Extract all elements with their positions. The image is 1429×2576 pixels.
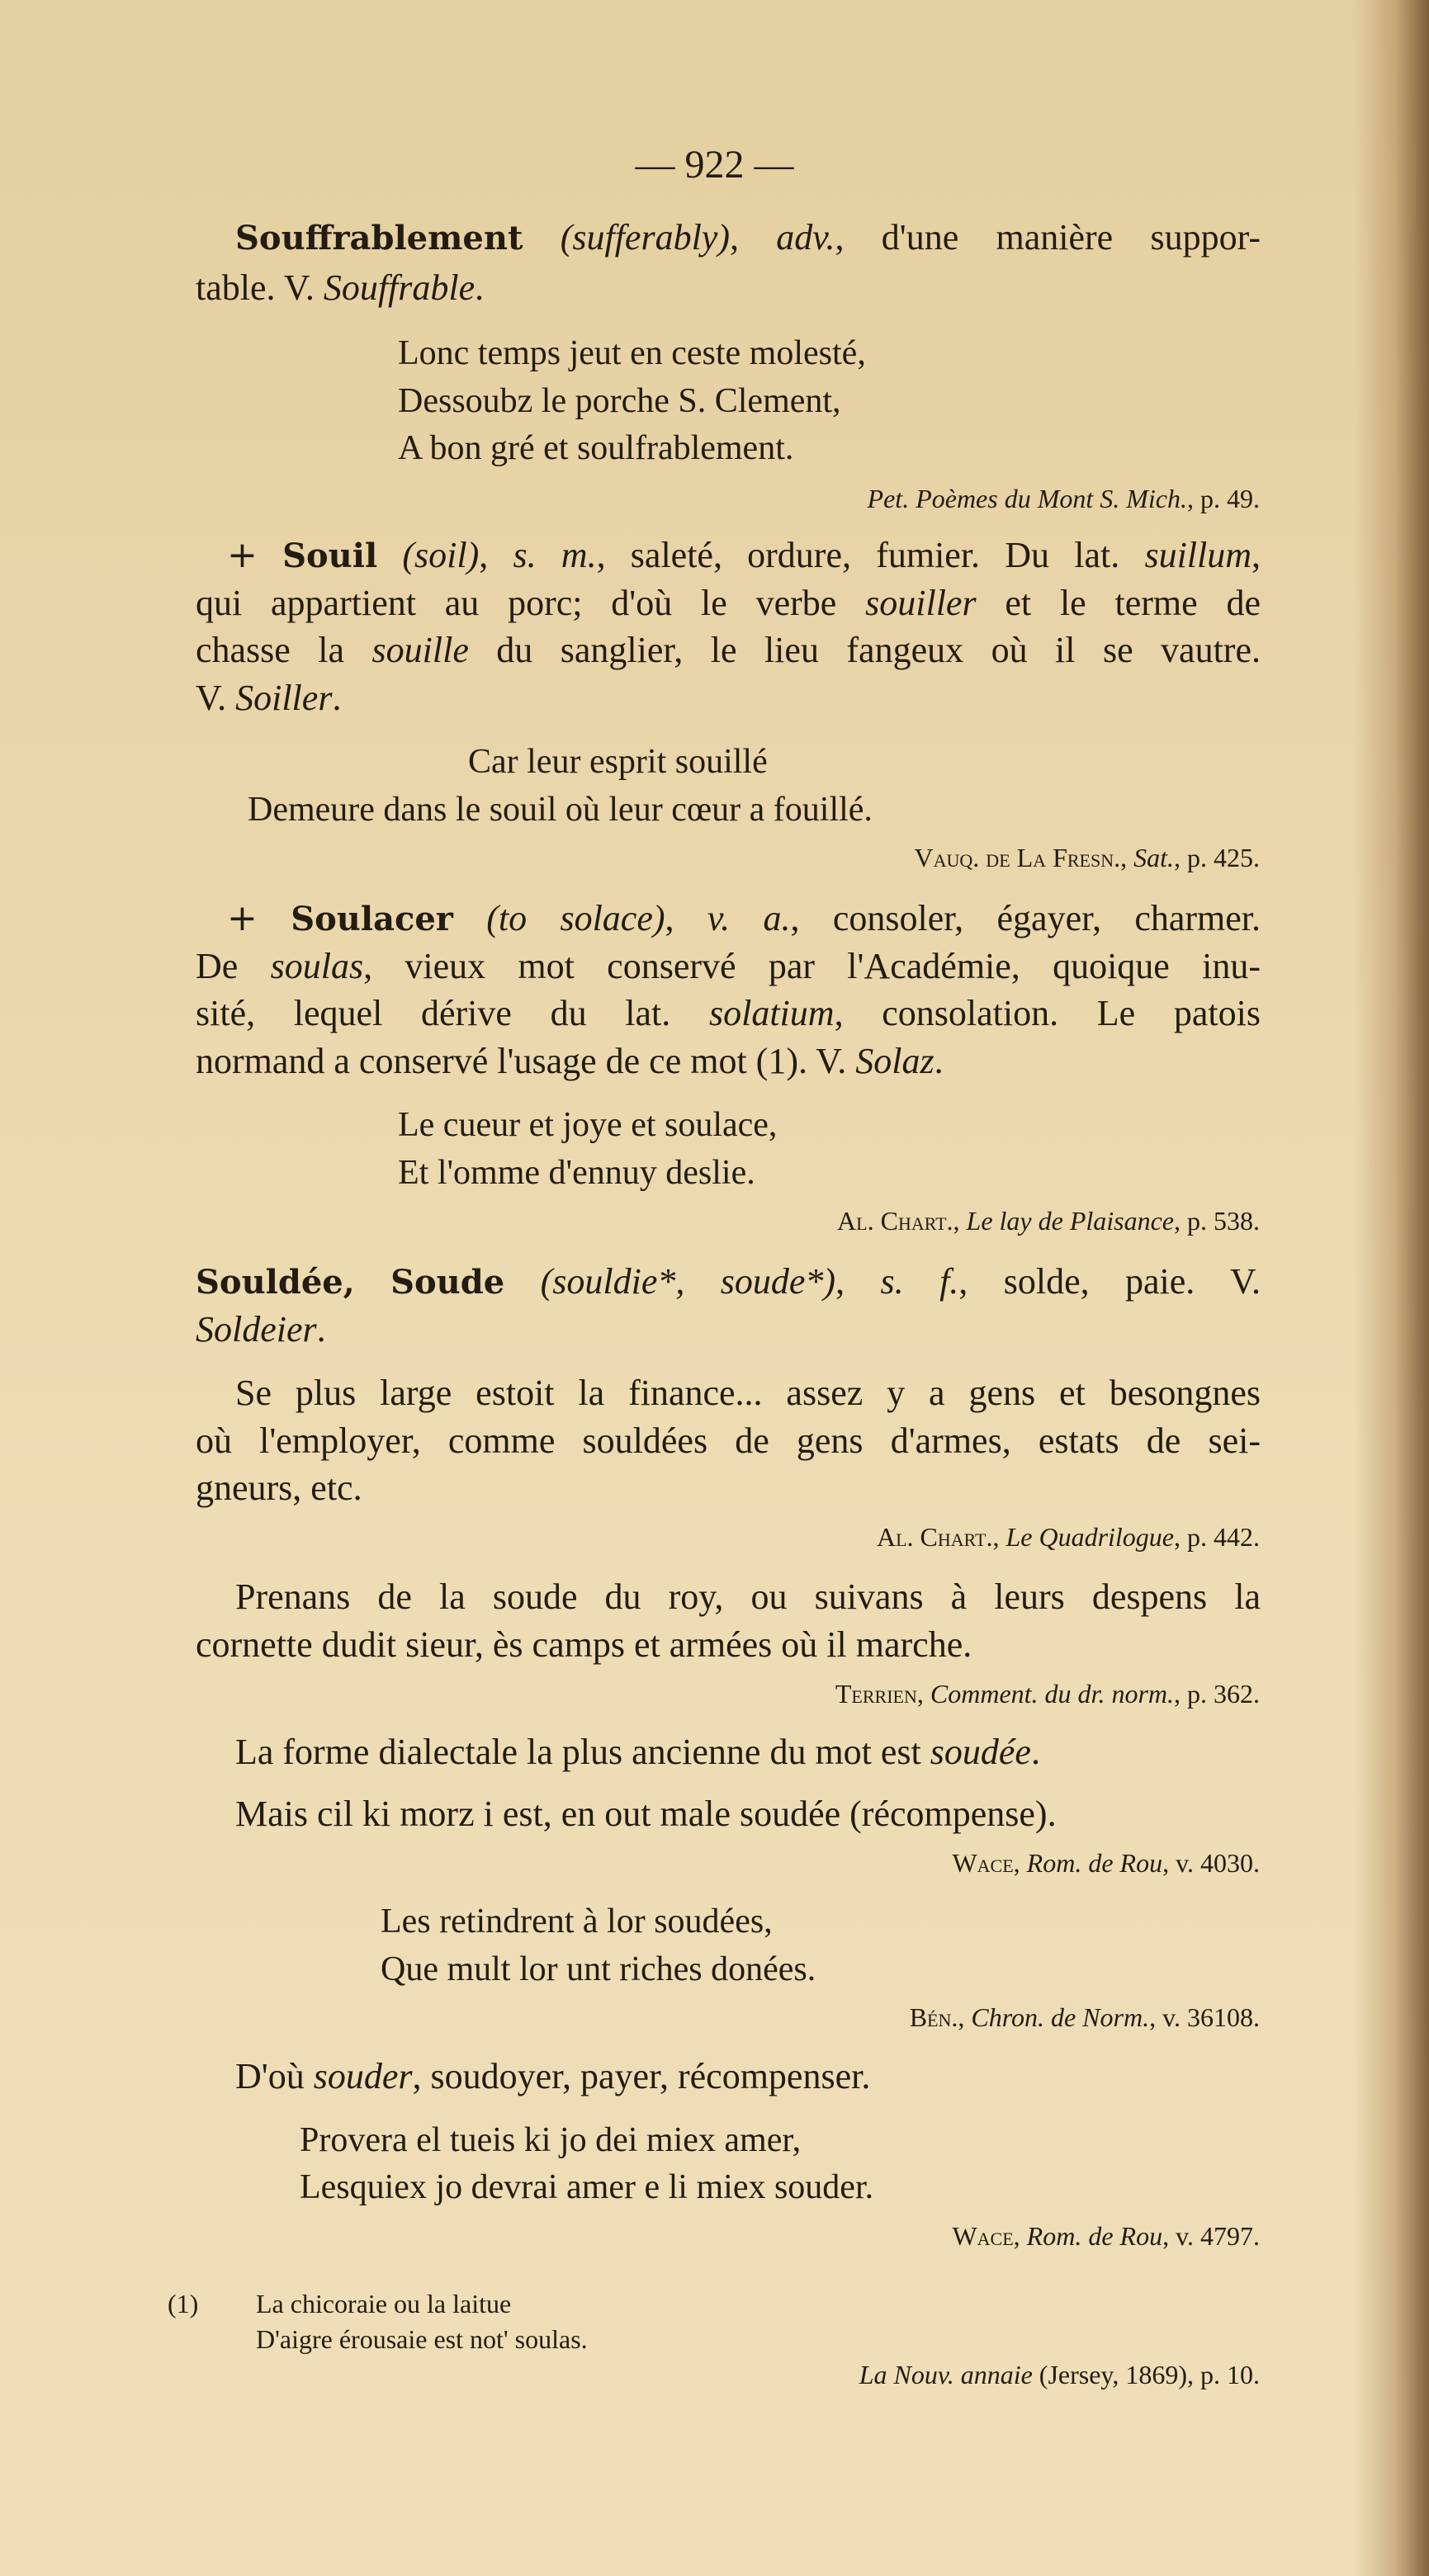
- citation-work: Sat.: [1133, 843, 1174, 872]
- entry-soulacer-line-2: [196, 945, 1261, 988]
- punctuation: .: [316, 1309, 326, 1349]
- latin-etymon: suillum: [1144, 535, 1252, 575]
- definition-text: sité, lequel dérive du lat.: [196, 993, 709, 1033]
- entry-souil-line-2: [196, 582, 1261, 625]
- citation: Wace, Rom. de Rou, v. 4797.: [952, 2221, 1260, 2251]
- citation: Al. Chart., Le Quadrilogue, p. 442.: [876, 1522, 1260, 1552]
- citation-author: Al. Chart.: [837, 1206, 953, 1236]
- citation-work: Pet. Poèmes du Mont S. Mich.: [867, 484, 1187, 513]
- italic-term: souder: [313, 2056, 413, 2096]
- citation-location: , v. 36108.: [1149, 2002, 1260, 2032]
- english-gloss: (soil): [402, 535, 480, 575]
- quote-line: cornette dudit sieur, ès camps et armées où il marche.: [196, 1624, 972, 1665]
- entry-souffrablement-line-1: Souffrablement (sufferably), adv., d'une manière suppor-: [235, 217, 1261, 258]
- punctuation: .: [1030, 1732, 1040, 1772]
- headword: Souffrablement: [235, 219, 523, 258]
- verse-line: Car leur esprit souillé: [468, 743, 768, 781]
- note-line: [235, 1731, 1040, 1774]
- citation-location: , p. 362.: [1174, 1679, 1260, 1709]
- latin-etymon: solatium: [708, 993, 835, 1033]
- citation: [868, 477, 1260, 520]
- citation-work: Rom. de Rou: [1026, 2221, 1163, 2251]
- entry-souldee-line-2: [196, 1308, 1261, 1351]
- english-gloss: (souldie*, soude*): [540, 1261, 836, 1302]
- citation: Vauq. de La Fresn., Sat., p. 425.: [914, 843, 1260, 872]
- footnote-citation: [859, 2357, 1260, 2392]
- citation-location: (Jersey, 1869), p. 10.: [1032, 2360, 1260, 2389]
- cross-marker-icon: +: [227, 897, 258, 939]
- verse-line: Et l'omme d'ennuy deslie.: [398, 1154, 755, 1192]
- entry-souil-line-1: + Souil (soil), s. m., saleté, ordure, fumier. Du lat. suillum,: [227, 534, 1261, 576]
- citation: Bén., Chron. de Norm., v. 36108.: [909, 2002, 1260, 2032]
- verse-line: Les retindrent à lor soudées,: [381, 1902, 773, 1940]
- italic-term: souiller: [865, 583, 977, 623]
- entry-souffrablement-line-2: [196, 267, 1261, 310]
- entry-soulacer-line-4: [196, 1040, 1261, 1083]
- quote-line: Se plus large estoit la finance... assez y a gens et besongnes: [235, 1373, 1261, 1413]
- citation-location: , v. 4030.: [1162, 1848, 1260, 1878]
- cross-reference: Soiller: [235, 678, 333, 718]
- verse-line: Provera el tueis ki jo dei miex amer,: [300, 2121, 802, 2159]
- citation-author: Terrien: [835, 1679, 917, 1709]
- verse-line: Le cueur et joye et soulace,: [398, 1106, 778, 1144]
- citation-location: , v. 4797.: [1162, 2221, 1260, 2251]
- definition-text: table. V.: [196, 267, 324, 308]
- definition-text: , solde, paie. V.: [958, 1261, 1261, 1302]
- note-text: , soudoyer, payer, récompenser.: [412, 2056, 871, 2096]
- part-of-speech: v. a.: [707, 898, 791, 938]
- italic-term: soudée: [930, 1732, 1031, 1772]
- cross-reference: Soldeier: [196, 1309, 317, 1349]
- citation: Terrien, Comment. du dr. norm., p. 362.: [835, 1679, 1260, 1709]
- quote-line: gneurs, etc.: [196, 1468, 362, 1508]
- citation-work: Le lay de Plaisance: [966, 1206, 1174, 1236]
- part-of-speech: adv.: [776, 217, 835, 258]
- cross-marker-icon: +: [227, 534, 258, 576]
- definition-text: V.: [196, 678, 236, 718]
- entry-souldee-line-1: Souldée, Soude (souldie*, soude*), s. f., solde, paie. V.: [196, 1261, 1261, 1302]
- footnote-marker: (1): [168, 2289, 199, 2318]
- headword: Souldée,: [196, 1263, 355, 1302]
- note-text: D'où: [235, 2056, 314, 2096]
- definition-text: , vieux mot conservé par l'Académie, quoique inu-: [363, 946, 1261, 986]
- citation: Wace, Rom. de Rou, v. 4030.: [952, 1848, 1260, 1878]
- verse-line: Dessoubz le porche S. Clement,: [398, 382, 841, 420]
- citation-work: Le Quadrilogue: [1006, 1522, 1174, 1552]
- cross-reference: Souffrable: [323, 267, 476, 308]
- headword-variant: Soude: [390, 1263, 505, 1302]
- verse-line: Lesquiex jo devrai amer e li miex souder.: [300, 2168, 874, 2206]
- citation-location: , p. 538.: [1174, 1206, 1260, 1236]
- note-text: La forme dialectale la plus ancienne du mot est: [235, 1732, 930, 1772]
- italic-term: soulas: [270, 946, 364, 986]
- citation-work: La Nouv. annaie: [859, 2360, 1033, 2389]
- definition-text: , saleté, ordure, fumier. Du lat.: [596, 535, 1145, 575]
- quote-line: Prenans de la soude du roy, ou suivans à leurs despens la: [235, 1576, 1261, 1617]
- citation-location: , p. 425.: [1174, 843, 1260, 872]
- citation-author: Bén.: [909, 2002, 958, 2032]
- english-gloss: (sufferably): [560, 217, 730, 258]
- verse-line: Demeure dans le souil où leur cœur a fouillé.: [248, 791, 873, 829]
- footnote-verse-line: La chicoraie ou la laitue: [256, 2289, 512, 2318]
- footnote-verse-line: D'aigre érousaie est not' soulas.: [256, 2324, 588, 2354]
- punctuation: .: [475, 267, 485, 308]
- punctuation: .: [934, 1041, 944, 1081]
- definition-text: normand a conservé l'usage de ce mot (1). V.: [196, 1041, 856, 1081]
- citation-author: Al. Chart.: [876, 1522, 993, 1552]
- headword: Souil: [282, 536, 378, 575]
- english-gloss: (to solace): [486, 898, 665, 938]
- definition-text: De: [196, 946, 271, 986]
- page-number: — 922 —: [635, 143, 794, 187]
- citation-work: Chron. de Norm.: [971, 2002, 1150, 2032]
- verse-line: Lonc temps jeut en ceste molesté,: [398, 334, 866, 372]
- quote-line: où l'employer, comme souldées de gens d'armes, estats de sei-: [196, 1420, 1261, 1461]
- punctuation: .: [332, 678, 342, 718]
- citation-work: Comment. du dr. norm.: [930, 1679, 1174, 1709]
- citation-author: Vauq. de La Fresn.: [914, 843, 1121, 872]
- punctuation: ,: [1252, 535, 1261, 575]
- entry-soulacer-line-1: + Soulacer (to solace), v. a., consoler, égayer, charmer.: [227, 897, 1261, 939]
- entry-soulacer-line-3: [196, 992, 1261, 1035]
- derivation-line: [235, 2055, 870, 2098]
- definition-text: , consoler, égayer, charmer.: [790, 898, 1261, 938]
- verse-line: Que mult lor unt riches donées.: [381, 1950, 816, 1988]
- citation-author: Wace: [952, 2221, 1014, 2251]
- italic-term: souille: [371, 630, 469, 670]
- citation-location: , p. 49.: [1187, 484, 1260, 513]
- quote-line: Mais cil ki morz i est, en out male soudée (récompense).: [235, 1794, 1057, 1834]
- entry-souil-line-4: [196, 677, 1261, 720]
- definition-text: chasse la: [196, 630, 372, 670]
- definition-text: , consolation. Le patois: [834, 993, 1261, 1033]
- headword: Soulacer: [291, 900, 453, 938]
- part-of-speech: s. f.: [880, 1261, 959, 1302]
- definition-text: , d'une manière suppor-: [835, 217, 1261, 258]
- entry-souil-line-3: [196, 629, 1261, 672]
- definition-text: et le terme de: [976, 583, 1261, 623]
- definition-text: qui appartient au porc; d'où le verbe: [196, 583, 866, 623]
- part-of-speech: s. m.: [513, 535, 597, 575]
- citation-work: Rom. de Rou: [1026, 1848, 1163, 1878]
- citation-author: Wace: [952, 1848, 1014, 1878]
- definition-text: du sanglier, le lieu fangeux où il se vautre.: [468, 630, 1261, 670]
- verse-line: A bon gré et soulfrablement.: [398, 429, 794, 467]
- citation-location: , p. 442.: [1174, 1522, 1260, 1552]
- cross-reference: Solaz: [855, 1041, 935, 1081]
- citation: Al. Chart., Le lay de Plaisance, p. 538.: [837, 1206, 1260, 1236]
